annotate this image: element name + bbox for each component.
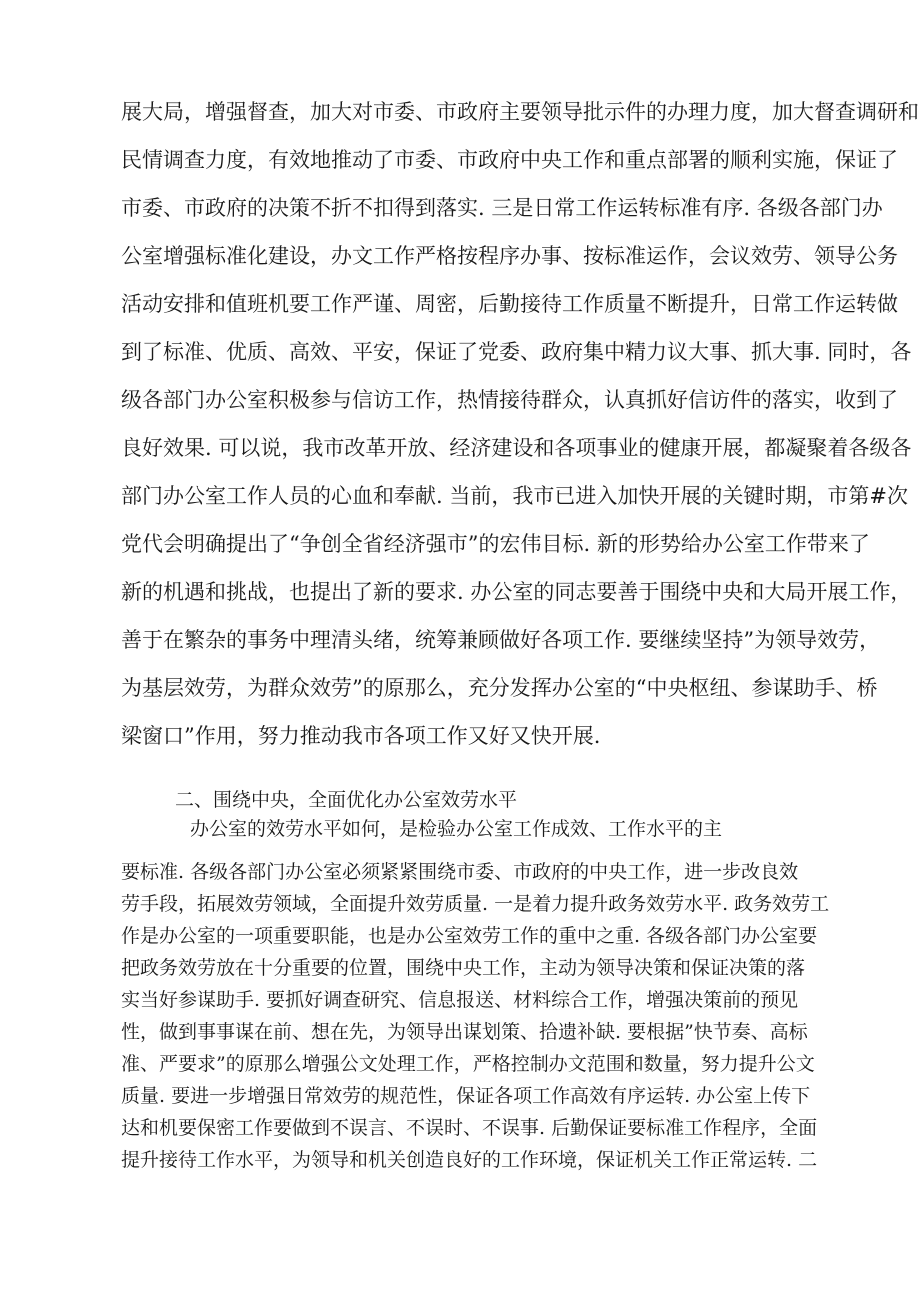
section-intro-line: 办公室的效劳水平如何，是检验办公室工作成效、工作水平的主 <box>190 818 723 840</box>
paragraph-1-line: 民情调查力度，有效地推动了市委、市政府中央工作和重点部署的顺利实施，保证了 <box>121 148 898 172</box>
paragraph-1-line: 公室增强标准化建设，办文工作严格按程序办事、按标准运作，会议效劳、领导公务 <box>121 244 898 268</box>
paragraph-2-line: 把政务效劳放在十分重要的位置，围绕中央工作，主动为领导决策和保证决策的落 <box>121 957 806 979</box>
paragraph-2-line: 要标准. 各级各部门办公室必须紧紧围绕市委、市政府的中央工作，进一步改良效 <box>121 861 799 883</box>
paragraph-2-line: 准、严要求”的原那么增强公文处理工作，严格控制办文范围和数量，努力提升公文 <box>121 1053 815 1075</box>
paragraph-2-line: 达和机要保密工作要做到不误言、不误时、不误事. 后勤保证要标准工作程序，全面 <box>121 1117 818 1139</box>
paragraph-1-line: 为基层效劳，为群众效劳”的原那么，充分发挥办公室的“中央枢纽、参谋助手、桥 <box>121 676 878 700</box>
paragraph-1-line: 梁窗口”作用，努力推动我市各项工作又好又快开展. <box>121 724 601 748</box>
paragraph-1-line: 展大局，增强督查，加大对市委、市政府主要领导批示件的办理力度，加大督查调研和 <box>121 100 919 124</box>
paragraph-2-line: 实当好参谋助手. 要抓好调查研究、信息报送、材料综合工作，增强决策前的预见 <box>121 989 799 1011</box>
section-heading: 二、围绕中央，全面优化办公室效劳水平 <box>175 789 518 811</box>
paragraph-1-line: 级各部门办公室积极参与信访工作，热情接待群众，认真抓好信访件的落实，收到了 <box>121 388 898 412</box>
paragraph-1-line: 新的机遇和挑战，也提出了新的要求. 办公室的同志要善于围绕中央和大局开展工作， <box>121 580 912 604</box>
paragraph-1-line: 良好效果. 可以说，我市改革开放、经济建设和各项事业的健康开展，都凝聚着各级各 <box>121 436 912 460</box>
paragraph-1-line: 到了标准、优质、高效、平安，保证了党委、政府集中精力议大事、抓大事. 同时，各 <box>121 340 912 364</box>
paragraph-2-line: 作是办公室的一项重要职能，也是办公室效劳工作的重中之重. 各级各部门办公室要 <box>121 925 818 947</box>
paragraph-2-line: 性，做到事事谋在前、想在先，为领导出谋划策、拾遗补缺. 要根据”快节奏、高标 <box>121 1021 808 1043</box>
paragraph-1-line: 活动安排和值班机要工作严谨、周密，后勤接待工作质量不断提升，日常工作运转做 <box>121 292 898 316</box>
paragraph-1-line: 市委、市政府的决策不折不扣得到落实. 三是日常工作运转标准有序. 各级各部门办 <box>121 196 883 220</box>
paragraph-1-line: 部门办公室工作人员的心血和奉献. 当前，我市已进入加快开展的关键时期，市第#次 <box>121 484 908 508</box>
paragraph-1-line: 党代会明确提出了“争创全省经济强市”的宏伟目标. 新的形势给办公室工作带来了 <box>121 532 870 556</box>
paragraph-2-line: 提升接待工作水平，为领导和机关创造良好的工作环境，保证机关工作正常运转. 二 <box>121 1149 818 1171</box>
paragraph-2-line: 劳手段，拓展效劳领域，全面提升效劳质量. 一是着力提升政务效劳水平. 政务效劳工 <box>121 893 830 915</box>
paragraph-1-line: 善于在繁杂的事务中理清头绪，统筹兼顾做好各项工作. 要继续坚持”为领导效劳， <box>121 628 881 652</box>
paragraph-2-line: 质量. 要进一步增强日常效劳的规范性，保证各项工作高效有序运转. 办公室上传下 <box>121 1085 811 1107</box>
